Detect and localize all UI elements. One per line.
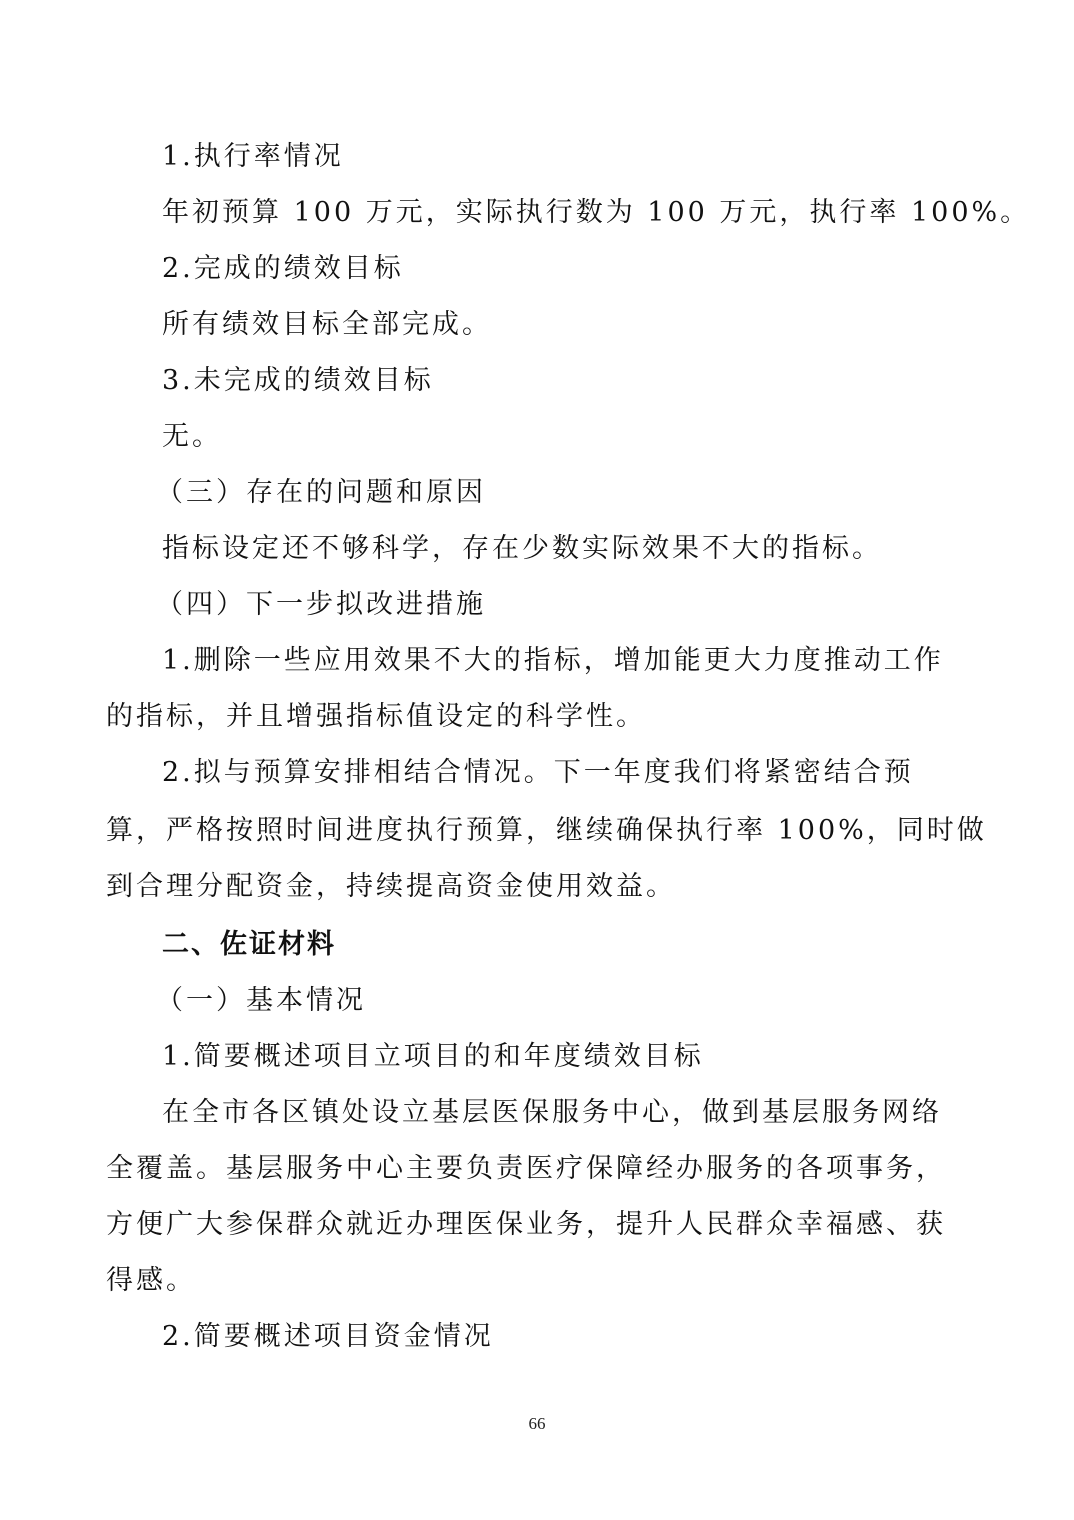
subheading-project-purpose: 1.简要概述项目立项目的和年度绩效目标 xyxy=(162,1041,704,1072)
paragraph-none: 无。 xyxy=(162,421,222,452)
paragraph-completed-goals: 所有绩效目标全部完成。 xyxy=(162,309,492,340)
paragraph-purpose-line-2: 全覆盖。基层服务中心主要负责医疗保障经办服务的各项事务， xyxy=(106,1153,946,1184)
paragraph-improvement-1-line-1: 1.删除一些应用效果不大的指标，增加能更大力度推动工作 xyxy=(162,645,944,676)
paragraph-purpose-line-3: 方便广大参保群众就近办理医保业务，提升人民群众幸福感、获 xyxy=(106,1209,946,1240)
paragraph-purpose-line-4: 得感。 xyxy=(106,1265,196,1296)
subheading-uncompleted-goals: 3.未完成的绩效目标 xyxy=(162,365,434,396)
paragraph-improvement-2-line-3: 到合理分配资金，持续提高资金使用效益。 xyxy=(106,871,676,902)
subheading-project-funding: 2.简要概述项目资金情况 xyxy=(162,1321,494,1352)
paragraph-budget: 年初预算 100 万元，实际执行数为 100 万元，执行率 100%。 xyxy=(162,197,1031,228)
section-evidence-heading: 二、佐证材料 xyxy=(162,929,336,960)
subheading-execution-rate: 1.执行率情况 xyxy=(162,141,344,172)
paragraph-improvement-2-line-2: 算，严格按照时间进度执行预算，继续确保执行率 100%，同时做 xyxy=(106,815,987,846)
paragraph-problems: 指标设定还不够科学，存在少数实际效果不大的指标。 xyxy=(162,533,882,564)
paragraph-improvement-2-line-1: 2.拟与预算安排相结合情况。下一年度我们将紧密结合预 xyxy=(162,757,914,788)
subheading-completed-goals: 2.完成的绩效目标 xyxy=(162,253,404,284)
section-basic-info-heading: （一）基本情况 xyxy=(156,985,366,1016)
page-number: 66 xyxy=(528,1414,546,1433)
paragraph-purpose-line-1: 在全市各区镇处设立基层医保服务中心，做到基层服务网络 xyxy=(162,1097,942,1128)
section-improvements-heading: （四）下一步拟改进措施 xyxy=(156,589,486,620)
paragraph-improvement-1-line-2: 的指标，并且增强指标值设定的科学性。 xyxy=(106,701,646,732)
section-problems-heading: （三）存在的问题和原因 xyxy=(156,477,486,508)
